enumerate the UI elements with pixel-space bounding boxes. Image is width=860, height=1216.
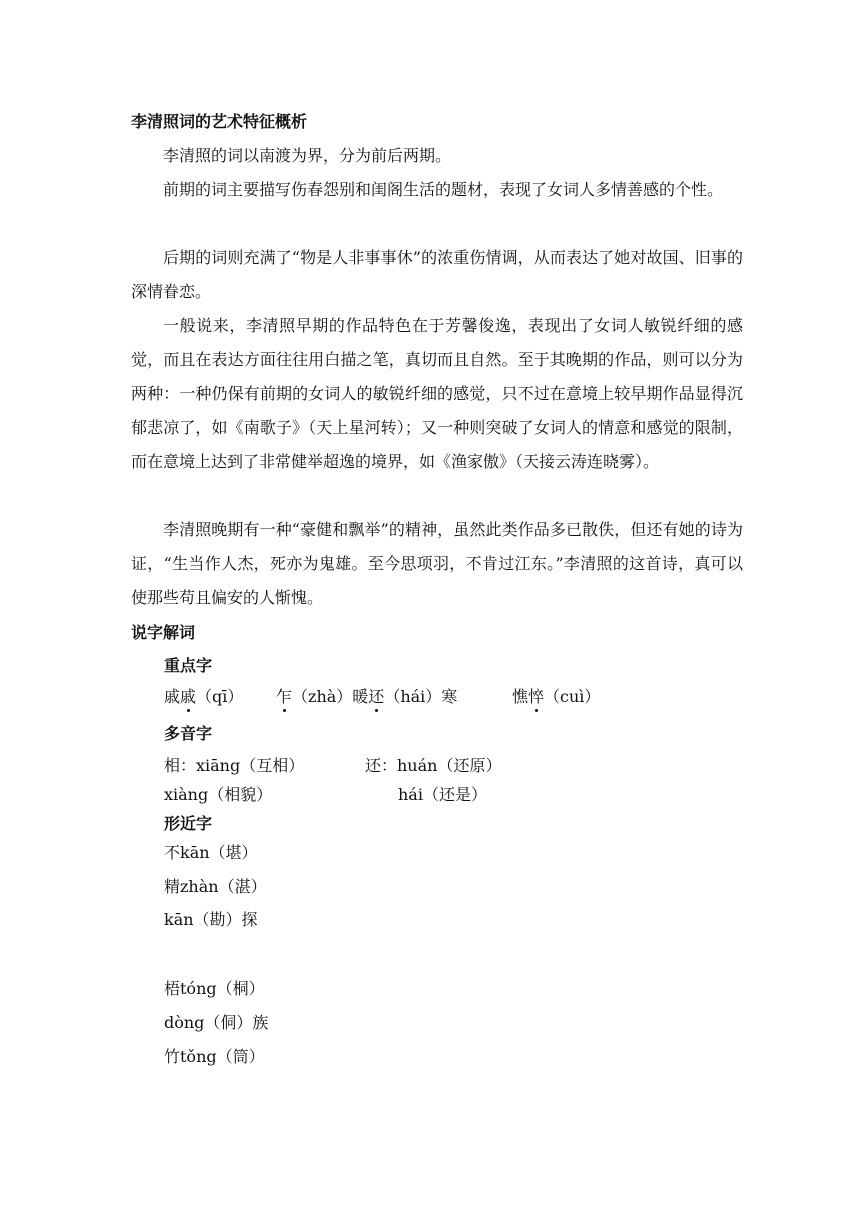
section-heading: 说字解词 (131, 623, 196, 642)
paragraph-4: 一般说来，李清照早期的作品特色在于芳馨俊逸，表现出了女词人敏锐纤细的感觉，而且在表达方面往往用白描之笔，真切而且自然。至于其晚期的作品，则可以分为两种：一种仍保有前期的女词人的敏锐纤细的感觉，只不过在意境上较早期作品显得沉郁悲凉了，如《南歌子》（天上星河转）；又一种则突破了女词人的情意和感觉的限制，而在意境上达到了非常健举超逸的境界，如《渔家傲》（天接云涛连晓雾）。 (131, 316, 743, 471)
polyphone-xiang-2: xiàng（相貌） (164, 785, 273, 804)
polyphones-heading: 多音字 (164, 724, 213, 743)
key-chars-heading: 重点字 (164, 656, 213, 675)
key-char-item-2: 乍（zhà）暖还（hái）寒 (276, 684, 457, 707)
emphasis-dot-char: 乍 (276, 684, 292, 707)
emphasis-dot-char: 还 (368, 684, 384, 707)
article-title: 李清照词的艺术特征概析 (131, 112, 308, 131)
key-char-item-3: 憔悴（cuì） (512, 684, 600, 707)
paragraph-2: 前期的词主要描写伤春怨别和闺阁生活的题材，表现了女词人多情善感的个性。 (163, 180, 724, 199)
similar-chars-heading: 形近字 (164, 814, 213, 833)
similar-char-item: 不kān（堪） (164, 843, 258, 862)
similar-char-item: 梧tóng（桐） (164, 979, 265, 998)
paragraph-1: 李清照的词以南渡为界，分为前后两期。 (163, 146, 452, 165)
similar-char-item: dòng（侗）族 (164, 1013, 269, 1032)
similar-char-item: kān（勘）探 (164, 910, 258, 929)
emphasis-dot-char: 悴 (528, 684, 544, 707)
similar-char-item: 竹tǒng（筒） (164, 1047, 265, 1066)
polyphone-huan-1: 还：huán（还原） (365, 756, 502, 775)
emphasis-dot-char: 戚 (180, 684, 196, 707)
polyphone-xiang-1: 相：xiāng（互相） (164, 756, 305, 775)
similar-char-item: 精zhàn（湛） (164, 877, 267, 896)
paragraph-5: 李清照晚期有一种“豪健和飘举”的精神，虽然此类作品多已散佚，但还有她的诗为证，“生当作人杰，死亦为鬼雄。至今思项羽，不肯过江东。”李清照的这首诗，真可以使那些苟且偏安的人惭愧。 (131, 520, 743, 607)
polyphone-huan-2: hái（还是） (398, 785, 487, 804)
paragraph-3: 后期的词则充满了“物是人非事事休”的浓重伤情调，从而表达了她对故国、旧事的深情眷恋。 (131, 248, 743, 301)
key-char-item-1: 戚戚（qī） (164, 684, 243, 707)
